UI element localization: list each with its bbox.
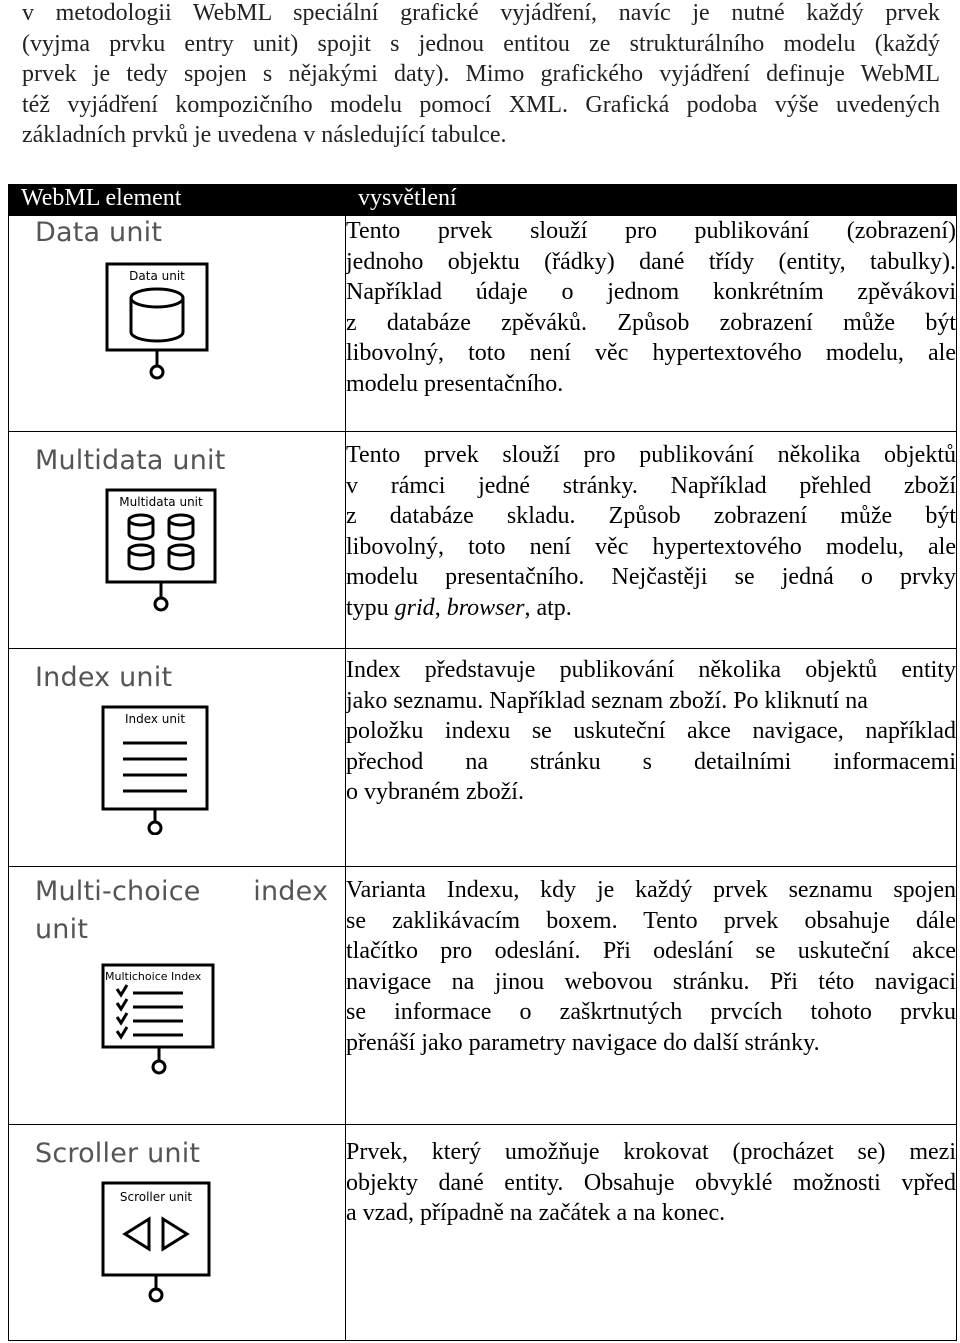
description-line bbox=[346, 593, 956, 624]
table-header-row bbox=[9, 185, 957, 216]
list-lines-icon bbox=[93, 705, 233, 835]
intro-line: (vyjma prvku entry unit) spojit s jednou entitou ze strukturálního modelu (každý bbox=[22, 30, 940, 57]
description-line: z databáze skladu. Způsob zobrazení může být bbox=[346, 503, 956, 529]
database-cylinder-icon bbox=[93, 260, 233, 390]
text-fragment: , bbox=[434, 594, 447, 621]
intro-line: v metodologii WebML speciální grafické vyjádření, navíc je nutné každý prvek bbox=[22, 0, 940, 26]
description-line: libovolný, toto není věc hypertextového modelu, ale bbox=[346, 340, 956, 366]
description-line: přechod na stránku s detailními informacemi bbox=[346, 748, 956, 775]
element-cell bbox=[9, 867, 346, 1125]
description-line: Index představuje publikování několika objektů entity bbox=[346, 657, 956, 683]
table-row bbox=[9, 216, 957, 432]
description-line: Například údaje o jednom konkrétním zpěvákovi bbox=[346, 279, 956, 305]
description-line: se zaklikávacím boxem. Tento prvek obsahuje dále bbox=[346, 907, 956, 934]
element-cell bbox=[9, 216, 346, 432]
description-line: z databáze zpěváků. Způsob zobrazení může být bbox=[346, 309, 956, 336]
element-name-line: Multi-choice index bbox=[35, 876, 329, 907]
description-cell bbox=[346, 1125, 957, 1341]
icon-label: Multichoice Index bbox=[105, 970, 202, 983]
description-line: a vzad, případně na začátek a na konec. bbox=[346, 1200, 726, 1226]
checklist-icon bbox=[93, 963, 233, 1083]
description-cell bbox=[346, 216, 957, 432]
description-line: Tento prvek slouží pro publikování (zobrazení) bbox=[346, 218, 956, 244]
term-browser: browser bbox=[446, 594, 525, 621]
icon-label: Multidata unit bbox=[119, 495, 203, 509]
table-row bbox=[9, 867, 957, 1125]
description-line: jako seznamu. Například seznam zboží. Po kliknutí na bbox=[346, 687, 868, 714]
table-row bbox=[9, 432, 957, 649]
description-line: se informace o zaškrtnutých prvcích tohoto prvku bbox=[346, 999, 956, 1025]
description-line: tlačítko pro odeslání. Při odeslání se uskuteční akce bbox=[346, 938, 956, 964]
element-name: Index unit bbox=[35, 662, 173, 693]
description-line: objekty dané entity. Obsahuje obvyklé možnosti vpřed bbox=[346, 1169, 956, 1196]
intro-line: též vyjádření kompozičního modelu pomocí XML. Grafická podoba výše uvedených bbox=[22, 91, 940, 118]
header-explanation: vysvětlení bbox=[346, 185, 957, 216]
element-cell bbox=[9, 649, 346, 867]
description-line: v rámci jedné stránky. Například přehled zboží bbox=[346, 472, 956, 499]
description-line: Tento prvek slouží pro publikování několika objektů bbox=[346, 442, 956, 468]
header-webml-element: WebML element bbox=[9, 185, 346, 216]
description-line: modelu presentačního. bbox=[346, 370, 564, 397]
description-line: Prvek, který umožňuje krokovat (procházet se) mezi bbox=[346, 1139, 956, 1165]
table-row bbox=[9, 649, 957, 867]
text-fragment: typu bbox=[346, 594, 395, 621]
intro-line: základních prvků je uvedena v následující tabulce. bbox=[22, 122, 507, 148]
intro-line: prvek je tedy spojen s nějakými daty). Mimo grafického vyjádření definuje WebML bbox=[22, 61, 940, 87]
description-line: o vybraném zboží. bbox=[346, 779, 524, 805]
description-cell bbox=[346, 867, 957, 1125]
element-name: Data unit bbox=[35, 217, 163, 248]
description-line: položku indexu se uskuteční akce navigace, například bbox=[346, 718, 956, 744]
multiple-databases-icon bbox=[93, 486, 233, 616]
icon-label: Data unit bbox=[129, 269, 185, 283]
icon-label: Scroller unit bbox=[119, 1190, 193, 1204]
element-cell bbox=[9, 1125, 346, 1341]
description-line: navigace na jinou webovou stránku. Při této navigaci bbox=[346, 968, 956, 995]
intro-paragraph bbox=[22, 0, 940, 151]
icon-label: Index unit bbox=[124, 712, 186, 726]
element-name bbox=[35, 873, 345, 949]
description-cell bbox=[346, 432, 957, 649]
element-name: Multidata unit bbox=[35, 445, 226, 476]
description-line: Varianta Indexu, kdy je každý prvek seznamu spojen bbox=[346, 877, 956, 903]
text-fragment: , atp. bbox=[524, 594, 572, 621]
element-name: Scroller unit bbox=[35, 1138, 201, 1169]
description-line: libovolný, toto není věc hypertextového modelu, ale bbox=[346, 533, 956, 560]
description-line: modelu presentačního. Nejčastěji se jedná o prvky bbox=[346, 564, 956, 590]
prev-next-arrows-icon bbox=[93, 1179, 233, 1309]
description-cell bbox=[346, 649, 957, 867]
webml-elements-table bbox=[8, 184, 957, 1341]
element-name-line: unit bbox=[35, 914, 89, 945]
table-row bbox=[9, 1125, 957, 1341]
element-cell bbox=[9, 432, 346, 649]
description-line: přenáší jako parametry navigace do další stránky. bbox=[346, 1029, 820, 1056]
term-grid: grid bbox=[394, 594, 435, 621]
description-line: jednoho objektu (řádky) dané třídy (entity, tabulky). bbox=[346, 248, 956, 275]
